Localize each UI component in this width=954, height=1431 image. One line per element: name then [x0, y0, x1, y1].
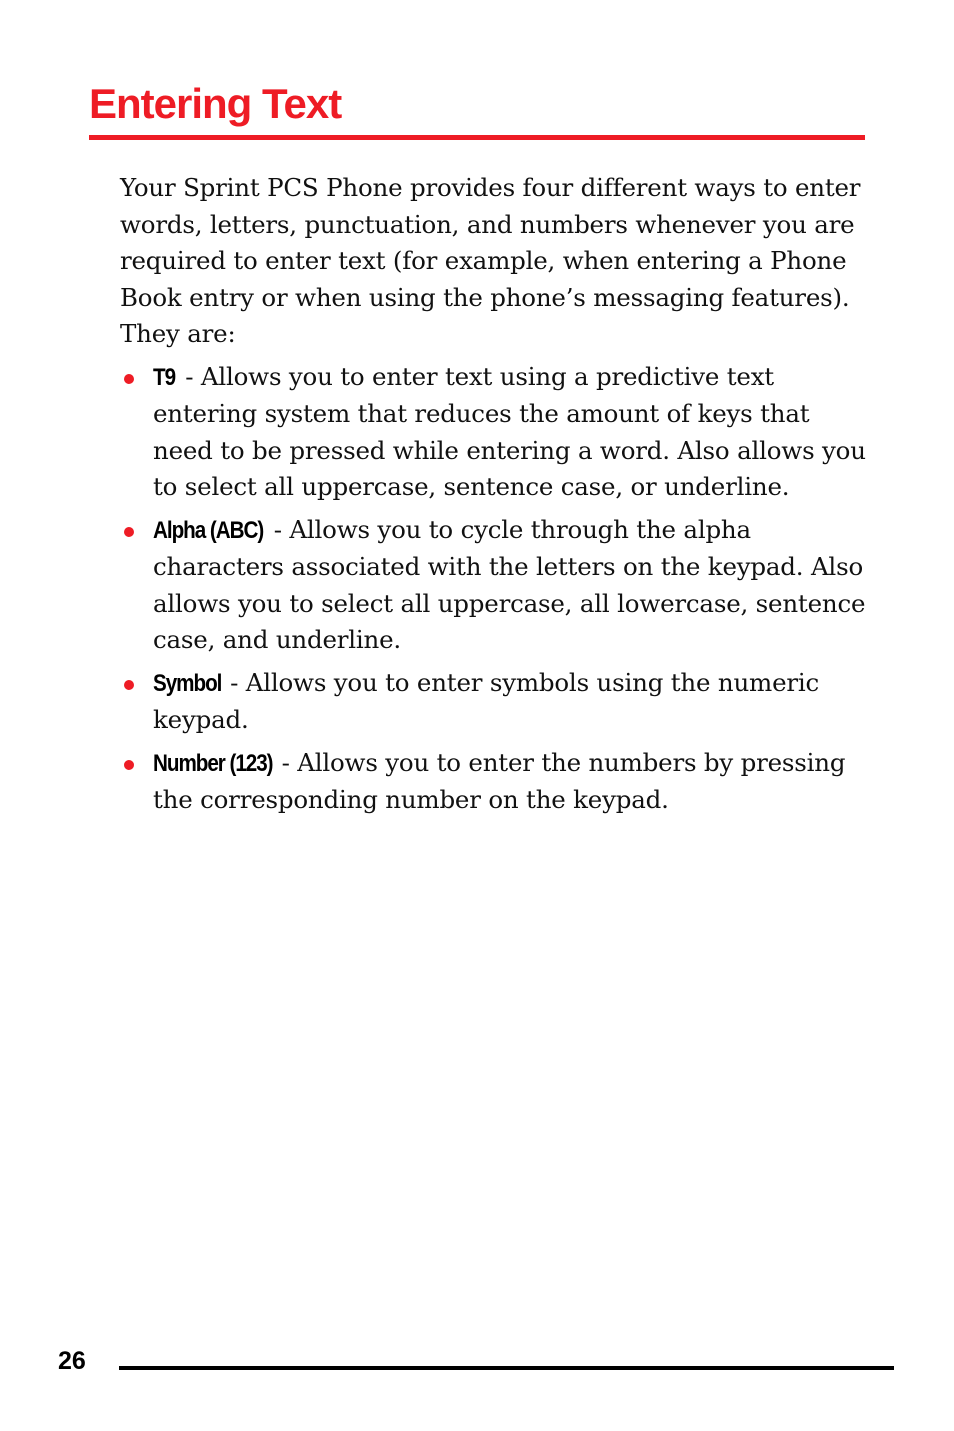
bullet-icon	[124, 527, 134, 537]
description-t9: - Allows you to enter text using a predictive text entering system that reduces the amount of keys that need to be pressed while entering a word. Also allows you to select all uppercase, sentence case, or underline.	[153, 361, 866, 501]
title-divider	[89, 135, 865, 140]
list-item-number	[120, 745, 870, 819]
bullet-icon	[124, 374, 134, 384]
intro-paragraph: Your Sprint PCS Phone provides four different ways to enter words, letters, punctuation, and numbers whenever you are required to enter text (for example, when entering a Phone Book entry or when using the phone’s messaging features). They are:	[120, 173, 861, 348]
description-alpha: - Allows you to cycle through the alpha characters associated with the letters on the keypad. Also allows you to select all uppercase, all lowercase, sentence case, and underline.	[153, 514, 866, 654]
description-number: - Allows you to enter the numbers by pressing the corresponding number on the keypad.	[153, 747, 846, 814]
list-item-symbol	[120, 665, 870, 739]
term-symbol: Symbol	[153, 669, 222, 697]
description-symbol: - Allows you to enter symbols using the numeric keypad.	[153, 667, 820, 734]
term-t9: T9	[153, 363, 176, 391]
text-mode-list	[120, 359, 870, 819]
page-number: 26	[58, 1347, 86, 1375]
bullet-icon	[124, 680, 134, 690]
list-item-t9	[120, 359, 870, 506]
list-item-alpha	[120, 512, 870, 659]
page-title: Entering Text	[89, 80, 342, 127]
main-content	[120, 170, 870, 825]
term-number: Number (123)	[153, 749, 273, 777]
footer-divider	[119, 1366, 894, 1370]
bullet-icon	[124, 760, 134, 770]
term-alpha: Alpha (ABC)	[153, 516, 264, 544]
